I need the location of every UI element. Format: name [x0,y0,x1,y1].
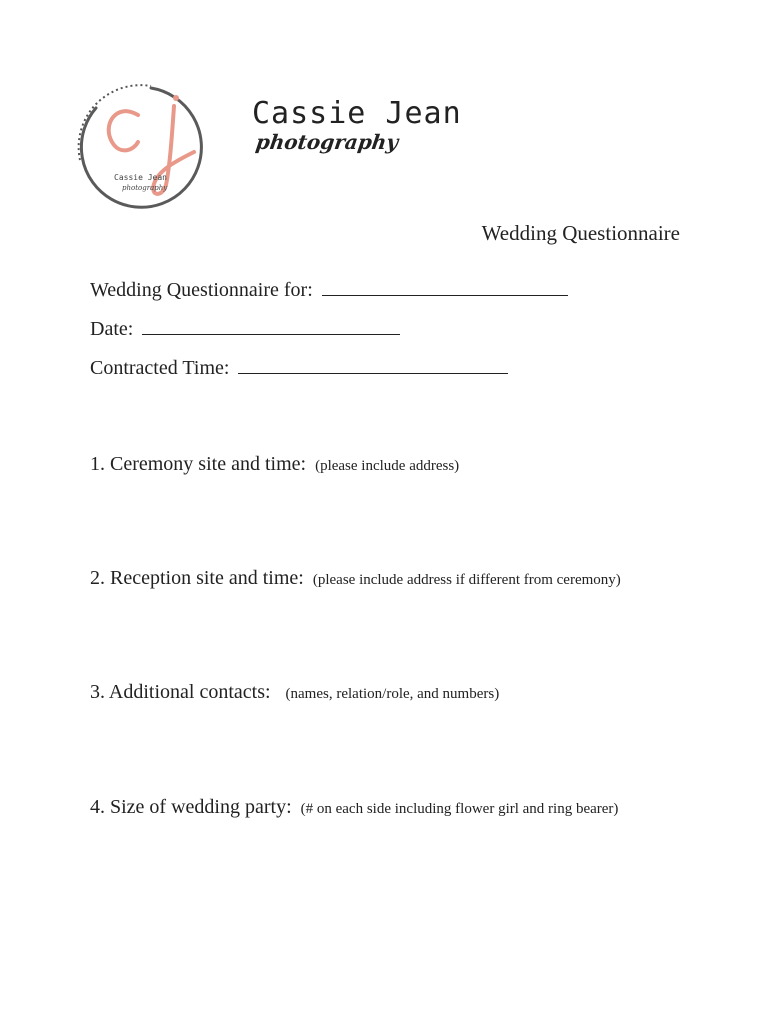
logo-emblem [76,80,226,215]
contracted-time-blank[interactable] [238,355,508,374]
question-text: 2. Reception site and time: [90,567,304,589]
question-text: 1. Ceremony site and time: [90,453,307,475]
question-hint: (please include address if different from ceremony) [312,572,621,588]
date-field [90,316,400,341]
question-text: 3. Additional contacts: [90,681,271,703]
field-label: Date: [90,318,134,340]
question-reception [90,567,621,590]
brand-logo [76,80,226,215]
question-wedding-party [90,796,618,819]
contracted-time-field [90,355,508,380]
date-blank[interactable] [142,316,400,335]
logo-text-name: Cassie Jean [114,173,167,182]
brand-subtitle: photography [254,130,400,154]
question-hint: (names, relation/role, and numbers) [285,686,500,702]
questionnaire-for-blank[interactable] [322,277,568,296]
brand-name: Cassie Jean [252,96,462,131]
logo-text-sub: photography [122,184,168,192]
questionnaire-for-field [90,277,568,302]
field-label: Contracted Time: [90,357,230,379]
document-title: Wedding Questionnaire [481,221,680,245]
question-text: 4. Size of wedding party: [90,796,292,818]
question-hint: (please include address) [315,458,460,474]
question-hint: (# on each side including flower girl and ring bearer) [300,801,619,817]
field-label: Wedding Questionnaire for: [90,279,313,301]
question-contacts [90,681,499,704]
question-ceremony [90,453,459,476]
